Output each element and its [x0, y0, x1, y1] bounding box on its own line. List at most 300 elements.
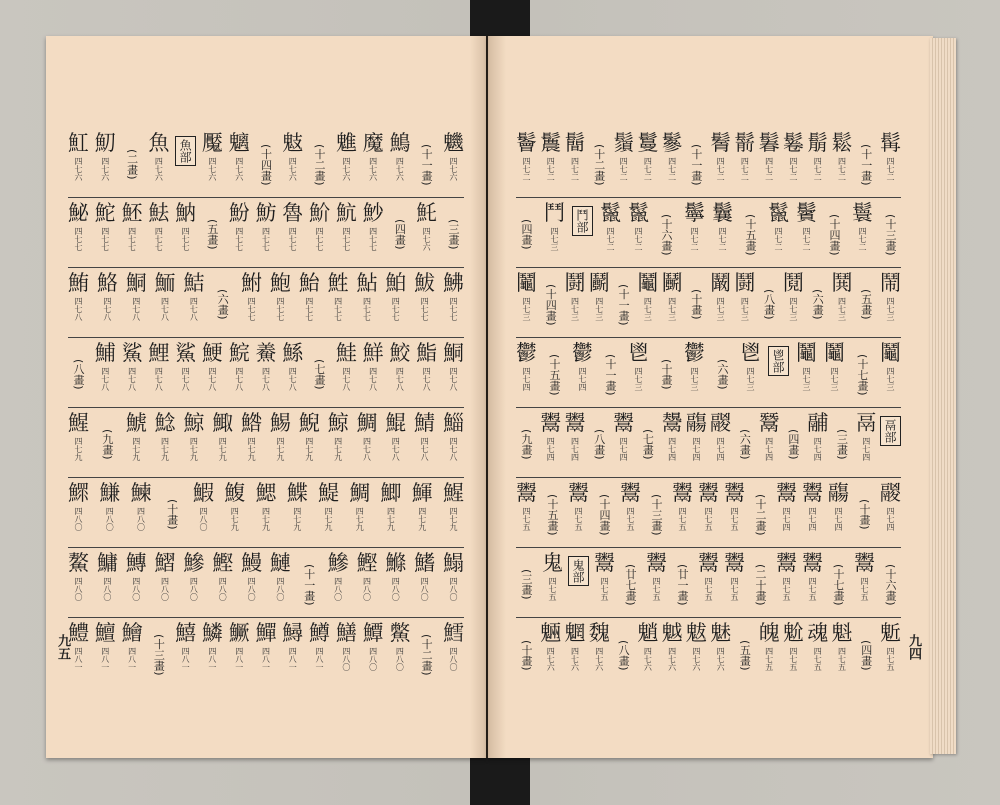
entry-page-ref: 四七二: [716, 157, 726, 181]
entry-character: 鬻: [854, 551, 875, 575]
char-entry: [724, 482, 745, 547]
entry-character: 鯔: [442, 411, 464, 435]
char-entry: [807, 412, 828, 477]
char-entry: [620, 482, 641, 547]
entry-page-ref: 四七九: [189, 437, 199, 461]
entry-page-ref: 四七八: [181, 367, 191, 391]
stroke-count-label: (三畫): [520, 569, 533, 600]
char-entry: [662, 132, 683, 197]
entry-character: 鰊: [130, 481, 152, 505]
entry-character: 鬥: [544, 201, 565, 225]
entry-page-ref: 四七五: [730, 577, 739, 601]
char-entry: [270, 552, 291, 617]
index-row: [516, 408, 901, 478]
entry-character: 鬆: [831, 131, 853, 155]
entry-page-ref: 四七二: [788, 157, 798, 181]
char-entry: [542, 552, 563, 617]
char-entry: [356, 412, 377, 477]
stroke-count-label: (十四畫): [259, 143, 273, 186]
index-row: [68, 618, 464, 688]
entry-page-ref: 四七三: [837, 297, 847, 321]
char-entry: [270, 272, 291, 337]
entry-character: 鱠: [121, 621, 143, 645]
entry-character: 鯛: [356, 411, 378, 435]
entry-character: 鯀: [282, 341, 304, 365]
entry-character: 鯽: [380, 481, 402, 505]
entry-page-ref: 四七五: [837, 647, 847, 671]
entry-page-ref: 四七三: [746, 367, 755, 391]
char-entry: [796, 202, 817, 267]
entry-page-ref: 四八〇: [448, 647, 458, 671]
char-entry: [255, 622, 276, 688]
char-entry: [698, 552, 719, 617]
entry-page-ref: 四七二: [570, 157, 580, 181]
entry-character: 魏: [588, 621, 610, 645]
entry-character: 鬊: [758, 131, 780, 155]
char-entry: [363, 132, 384, 197]
entry-character: 鮪: [68, 271, 89, 295]
char-entry: [783, 622, 804, 688]
char-entry: [356, 272, 377, 337]
entry-character: 鰨: [442, 551, 464, 575]
stroke-count-label: (二十畫): [754, 563, 767, 606]
stroke-count-label: (十畫): [660, 359, 673, 390]
entry-page-ref: 四七三: [570, 297, 580, 321]
entry-page-ref: 四八〇: [247, 577, 257, 601]
char-entry: [662, 622, 683, 688]
entry-page-ref: 四七四: [886, 507, 895, 531]
radical-heading: [880, 412, 901, 477]
entry-page-ref: 四八一: [127, 647, 137, 671]
entry-page-ref: 四七二: [619, 157, 629, 181]
entry-page-ref: 四七二: [813, 157, 823, 181]
char-entry: [97, 552, 118, 617]
entry-page-ref: 四七七: [100, 227, 110, 251]
char-entry: [356, 552, 377, 617]
char-entry: [759, 412, 780, 477]
entry-character: 鰺: [327, 551, 349, 575]
stroke-count-label: (九畫): [520, 429, 533, 460]
entry-page-ref: 四七九: [386, 507, 396, 531]
stroke-count-label: (十二畫): [592, 143, 606, 186]
entry-page-ref: 四七二: [802, 227, 811, 251]
entry-character: 鬩: [782, 271, 804, 295]
entry-character: 鯆: [94, 341, 116, 365]
entry-character: 鯛: [349, 481, 371, 505]
stroke-count-label: (十四畫): [598, 493, 611, 536]
char-entry: [672, 482, 693, 547]
stroke-count-label: (二畫): [125, 149, 139, 180]
char-entry: [255, 202, 276, 267]
entry-character: 鯣: [269, 411, 291, 435]
char-entry: [783, 272, 804, 337]
right-page: [488, 36, 933, 758]
stroke-count-label: (八畫): [617, 639, 631, 671]
entry-character: 鱄: [125, 551, 147, 575]
entry-page-ref: 四七八: [261, 367, 271, 391]
entry-character: 鯗: [255, 341, 277, 365]
entry-character: 鯨: [183, 411, 205, 435]
entry-character: 魚: [148, 131, 170, 155]
char-entry: [131, 482, 152, 547]
entry-character: 鬪: [564, 271, 586, 295]
page-number: 九五: [55, 634, 70, 660]
entry-page-ref: 四七七: [261, 227, 271, 251]
entry-character: 鮨: [416, 341, 438, 365]
char-entry: [97, 272, 118, 337]
entry-character: 鬻: [802, 481, 823, 505]
entry-character: 魅: [710, 621, 732, 645]
entry-character: 魯: [282, 201, 304, 225]
entry-page-ref: 四七五: [730, 507, 739, 531]
char-entry: [148, 342, 169, 407]
left-page: [46, 36, 486, 758]
entry-character: 鬅: [807, 131, 829, 155]
char-entry: [443, 412, 464, 477]
entry-character: 鯢: [298, 411, 320, 435]
entry-character: 鮥: [96, 271, 118, 295]
entry-page-ref: 四七五: [813, 647, 823, 671]
entry-character: 鬠: [516, 131, 537, 155]
entry-character: 鮚: [183, 271, 205, 295]
entry-page-ref: 四七六: [395, 157, 405, 181]
entry-character: 鯊: [121, 341, 143, 365]
char-entry: [565, 412, 586, 477]
char-entry: [183, 412, 204, 477]
char-entry: [628, 202, 649, 267]
char-entry: [68, 202, 89, 267]
index-row: [68, 548, 464, 618]
entry-character: 鮒: [241, 271, 263, 295]
char-entry: [684, 202, 705, 267]
entry-page-ref: 四七七: [341, 227, 351, 251]
entry-character: 鬻: [776, 551, 797, 575]
entry-page-ref: 四七八: [160, 297, 170, 321]
entry-character: 鬺: [828, 481, 849, 505]
entry-page-ref: 四七三: [594, 297, 604, 321]
entry-character: 鱉: [389, 621, 411, 645]
char-entry: [183, 272, 204, 337]
char-entry: [175, 622, 196, 688]
entry-page-ref: 四八一: [288, 647, 298, 671]
entry-page-ref: 四八一: [261, 647, 271, 671]
char-entry: [880, 482, 901, 547]
char-entry: [155, 412, 176, 477]
entry-page-ref: 四七八: [189, 297, 199, 321]
entry-page-ref: 四七五: [574, 507, 583, 531]
stroke-count-label: (六畫): [811, 289, 825, 320]
entry-character: 鬱: [684, 341, 705, 365]
radical-label: 鬥部: [572, 206, 593, 236]
entry-character: 鬖: [661, 131, 683, 155]
char-entry: [229, 132, 250, 197]
entry-page-ref: 四七五: [704, 507, 713, 531]
char-entry: [414, 412, 435, 477]
char-entry: [183, 552, 204, 617]
entry-page-ref: 四八〇: [160, 577, 170, 601]
stroke-count-label: (三畫): [446, 219, 460, 250]
entry-character: 魍: [564, 621, 586, 645]
entry-character: 魘: [201, 131, 223, 155]
entry-character: 鬿: [879, 621, 901, 645]
entry-page-ref: 四七二: [634, 227, 643, 251]
stroke-count-label: (十七畫): [856, 353, 869, 396]
entry-character: 鬮: [637, 271, 659, 295]
char-entry: [212, 552, 233, 617]
char-entry: [443, 272, 464, 337]
char-entry: [852, 202, 873, 267]
char-entry: [363, 342, 384, 407]
char-entry: [686, 622, 707, 688]
char-entry: [516, 272, 537, 337]
entry-character: 鬌: [710, 131, 732, 155]
stroke-count-label: (五畫): [205, 219, 219, 250]
char-entry: [516, 132, 537, 197]
char-entry: [126, 412, 147, 477]
index-row: [68, 338, 464, 408]
char-entry: [516, 482, 537, 547]
char-entry: [589, 272, 610, 337]
char-entry: [759, 132, 780, 197]
char-entry: [628, 342, 649, 407]
entry-character: 鱣: [94, 621, 116, 645]
entry-character: 鬘: [637, 131, 659, 155]
stroke-count-label: (四畫): [859, 639, 873, 671]
entry-page-ref: 四七九: [160, 437, 170, 461]
char-entry: [241, 412, 262, 477]
stroke-count-label: (八畫): [72, 359, 85, 390]
entry-page-ref: 四八〇: [199, 507, 208, 531]
entry-character: 魂: [807, 621, 829, 645]
entry-character: 鰈: [286, 481, 308, 505]
stroke-count-label: (十三畫): [650, 493, 663, 536]
char-entry: [202, 132, 223, 197]
char-entry: [710, 272, 731, 337]
entry-character: 鬺: [685, 411, 707, 435]
entry-page-ref: 四八〇: [131, 577, 141, 601]
char-entry: [710, 412, 731, 477]
stroke-count-label: (十畫): [520, 639, 533, 671]
stroke-count-label: (五畫): [738, 639, 752, 671]
entry-page-ref: 四七二: [643, 157, 653, 181]
entry-page-ref: 四八〇: [102, 577, 112, 601]
char-entry: [282, 622, 303, 688]
entry-page-ref: 四七三: [788, 297, 798, 321]
char-entry: [796, 342, 817, 407]
char-entry: [880, 622, 901, 688]
entry-character: 魪: [309, 201, 331, 225]
entry-page-ref: 四七八: [341, 367, 351, 391]
char-entry: [698, 482, 719, 547]
entry-page-ref: 四七四: [667, 437, 677, 461]
index-row: [516, 198, 901, 268]
char-entry: [516, 342, 537, 407]
entry-page-ref: 四八〇: [189, 577, 199, 601]
entry-page-ref: 四七九: [74, 437, 83, 461]
entry-page-ref: 四七三: [740, 297, 750, 321]
char-entry: [389, 342, 410, 407]
entry-character: 魶: [175, 201, 197, 225]
char-entry: [241, 552, 262, 617]
char-entry: [282, 202, 303, 267]
char-entry: [734, 272, 755, 337]
entry-page-ref: 四八〇: [218, 577, 228, 601]
entry-character: 鮅: [68, 201, 89, 225]
entry-character: 鬹: [661, 411, 683, 435]
entry-page-ref: 四七五: [788, 647, 798, 671]
entry-page-ref: 四七九: [292, 507, 302, 531]
entry-page-ref: 四七三: [667, 297, 677, 321]
entry-character: 魼: [148, 201, 170, 225]
char-entry: [740, 342, 761, 407]
char-entry: [336, 202, 357, 267]
entry-character: 鰻: [241, 551, 263, 575]
entry-page-ref: 四八一: [74, 647, 83, 671]
entry-character: 魴: [255, 201, 277, 225]
entry-page-ref: 四七三: [643, 297, 653, 321]
entry-character: 鯨: [327, 411, 349, 435]
char-entry: [544, 202, 565, 267]
char-entry: [802, 482, 823, 547]
entry-character: 鬭: [661, 271, 683, 295]
entry-page-ref: 四七九: [261, 507, 271, 531]
entry-page-ref: 四七六: [288, 157, 298, 181]
entry-page-ref: 四七七: [234, 227, 244, 251]
char-entry: [385, 272, 406, 337]
index-row: [516, 548, 901, 618]
entry-character: 鷠: [389, 131, 411, 155]
entry-character: 鱔: [335, 621, 357, 645]
radical-label: 鬲部: [880, 416, 901, 446]
entry-page-ref: 四七二: [667, 157, 677, 181]
entry-character: 鬱: [516, 341, 537, 365]
index-row: [516, 618, 901, 688]
char-entry: [637, 132, 658, 197]
stroke-count-label: (十一畫): [420, 143, 434, 186]
entry-page-ref: 四七八: [234, 367, 244, 391]
entry-page-ref: 四七七: [333, 297, 343, 321]
char-entry: [68, 482, 89, 547]
entry-character: 鰕: [193, 481, 214, 505]
entry-character: 魠: [416, 201, 438, 225]
entry-page-ref: 四七七: [368, 227, 378, 251]
entry-character: 鬻: [564, 411, 586, 435]
entry-character: 鰹: [212, 551, 234, 575]
entry-page-ref: 四七二: [718, 227, 727, 251]
entry-character: 鬡: [684, 201, 705, 225]
stroke-count-label: (十二畫): [754, 493, 767, 536]
stroke-count-label: (六畫): [216, 289, 230, 320]
char-entry: [126, 272, 147, 337]
entry-page-ref: 四七七: [247, 297, 257, 321]
char-entry: [99, 482, 120, 547]
entry-page-ref: 四七八: [448, 437, 458, 461]
entry-page-ref: 四七三: [634, 367, 643, 391]
entry-character: 鬻: [620, 481, 641, 505]
entry-page-ref: 四七三: [690, 367, 699, 391]
entry-page-ref: 四七九: [449, 507, 458, 531]
entry-page-ref: 四七八: [368, 367, 378, 391]
entry-character: 魧: [335, 201, 357, 225]
entry-page-ref: 四七七: [304, 297, 314, 321]
entry-page-ref: 四七八: [207, 367, 217, 391]
char-entry: [309, 202, 330, 267]
entry-character: 鱅: [96, 551, 118, 575]
char-entry: [565, 132, 586, 197]
stroke-count-label: (十四畫): [544, 283, 558, 326]
entry-page-ref: 四七五: [548, 577, 557, 601]
char-entry: [613, 412, 634, 477]
entry-page-ref: 四七九: [275, 437, 285, 461]
entry-page-ref: 四八〇: [74, 507, 83, 531]
entry-page-ref: 四七三: [886, 367, 895, 391]
entry-page-ref: 四七五: [704, 577, 713, 601]
char-entry: [712, 202, 733, 267]
entry-character: 鬲: [855, 411, 877, 435]
char-entry: [854, 552, 875, 617]
entry-character: 鬷: [710, 411, 732, 435]
stroke-count-label: (十一畫): [689, 143, 703, 186]
entry-page-ref: 四七四: [808, 507, 817, 531]
entry-page-ref: 四七八: [288, 367, 298, 391]
entry-character: 鬤: [712, 201, 733, 225]
entry-page-ref: 四八〇: [448, 577, 458, 601]
entry-character: 鬮: [824, 341, 845, 365]
entry-page-ref: 四八一: [100, 647, 110, 671]
char-entry: [594, 552, 615, 617]
entry-page-ref: 四七五: [652, 577, 661, 601]
entry-page-ref: 四七六: [234, 157, 244, 181]
entry-page-ref: 四七七: [74, 227, 83, 251]
entry-page-ref: 四七九: [247, 437, 257, 461]
index-row: [516, 338, 901, 408]
entry-page-ref: 四七五: [782, 577, 791, 601]
entry-character: 鬣: [628, 201, 649, 225]
entry-character: 鬪: [734, 271, 756, 295]
entry-character: 鱘: [282, 621, 304, 645]
char-entry: [229, 342, 250, 407]
entry-page-ref: 四七七: [420, 297, 430, 321]
entry-page-ref: 四七九: [304, 437, 314, 461]
stroke-count-label: (十五畫): [546, 493, 559, 536]
char-entry: [126, 552, 147, 617]
char-entry: [148, 132, 169, 197]
entry-character: 鯹: [443, 481, 464, 505]
entry-character: 鮀: [94, 201, 116, 225]
char-entry: [299, 272, 320, 337]
radical-label: 鬼部: [568, 556, 589, 586]
stroke-count-label: (四畫): [520, 219, 533, 250]
char-entry: [443, 552, 464, 617]
stroke-count-label: (十一畫): [302, 563, 316, 606]
entry-page-ref: 四七四: [813, 437, 823, 461]
entry-character: 鬼: [542, 551, 563, 575]
entry-character: 鬋: [734, 131, 756, 155]
char-entry: [734, 132, 755, 197]
entry-character: 鱚: [175, 621, 197, 645]
char-entry: [568, 482, 589, 547]
entry-character: 鰥: [68, 481, 89, 505]
stroke-count-label: (七畫): [641, 429, 655, 460]
char-entry: [416, 202, 437, 267]
char-entry: [381, 482, 402, 547]
entry-page-ref: 四七八: [448, 367, 458, 391]
char-entry: [229, 622, 250, 688]
index-rows: [68, 128, 464, 688]
entry-character: 鯖: [414, 411, 436, 435]
char-entry: [95, 202, 116, 267]
char-entry: [68, 272, 89, 337]
